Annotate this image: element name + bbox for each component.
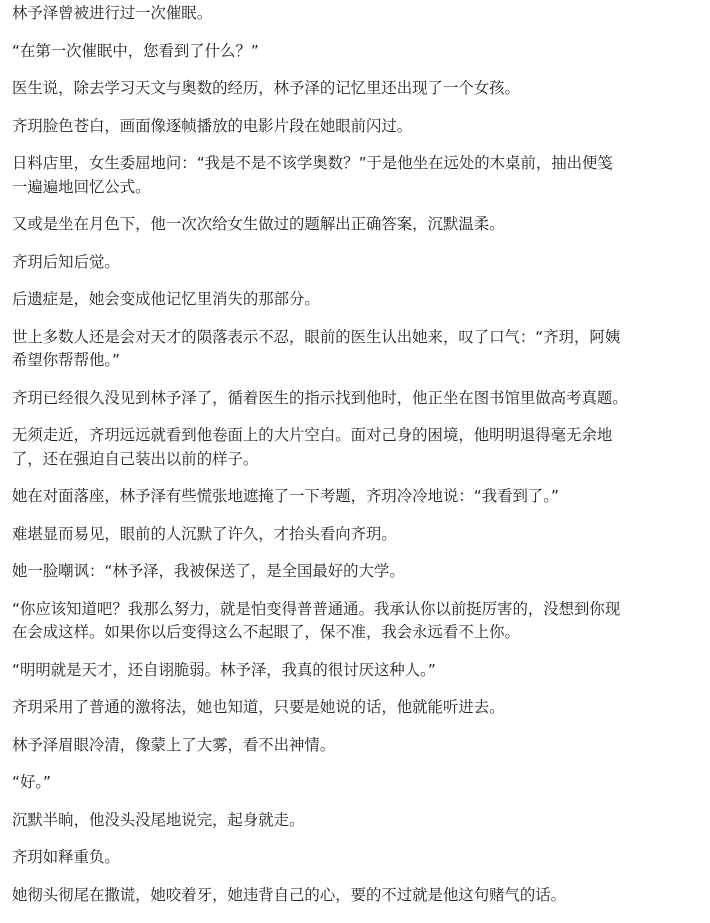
paragraph: 齐玥已经很久没见到林予泽了，循着医生的指示找到他时，他正坐在图书馆里做高考真题。 <box>12 388 628 407</box>
paragraph: 日料店里，女生委屈地问：“我是不是不该学奥数？”于是他坐在远处的木桌前，抽出便笺 一遍遍地回忆公式。 <box>12 154 613 196</box>
paragraph: “明明就是天才，还自诩脆弱。林予泽，我真的很讨厌这种人。” <box>12 660 436 679</box>
paragraph: 她在对面落座，林予泽有些慌张地遮掩了一下考题，齐玥冷冷地说：“我看到了。” <box>12 487 559 505</box>
paragraph: 她彻头彻尾在撒谎，她咬着牙，她违背自己的心，要的不过就是他这句赌气的话。 <box>12 885 567 904</box>
paragraph: “好。” <box>12 773 52 791</box>
paragraph: 林予泽曾被进行过一次催眠。 <box>12 4 213 22</box>
paragraph: 齐玥后知后觉。 <box>12 252 120 271</box>
paragraph: 她一脸嘲讽：“林予泽，我被保送了，是全国最好的大学。 <box>12 562 405 580</box>
paragraph: 林予泽眉眼冷清，像蒙上了大雾，看不出神情。 <box>12 735 336 754</box>
paragraph: 后遗症是，她会变成他记忆里消失的那部分。 <box>12 290 320 308</box>
paragraph: 齐玥脸色苍白，画面像逐帧播放的电影片段在她眼前闪过。 <box>12 116 413 135</box>
paragraph: “你应该知道吧？我那么努力，就是怕变得普普通通。我承认你以前挺厉害的，没想到你现 在会成这样。如果你以后变得这么不起眼了，保不准，我会永远看不上你。 <box>12 599 621 641</box>
paragraph: 沉默半晌，他没头没尾地说完，起身就走。 <box>12 810 305 829</box>
paragraph: “在第一次催眠中，您看到了什么？” <box>12 41 259 60</box>
paragraph: 医生说，除去学习天文与奥数的经历，林予泽的记忆里还出现了一个女孩。 <box>12 79 520 97</box>
paragraph: 无须走近，齐玥远远就看到他卷面上的大片空白。面对己身的困境，他明明退得毫无余地 了，还在强迫自己装出以前的样子。 <box>12 426 613 468</box>
paragraph: 齐玥如释重负。 <box>12 848 120 866</box>
paragraph: 世上多数人还是会对天才的陨落表示不忍，眼前的医生认出她来，叹了口气：“齐玥，阿姨 希望你帮帮他。” <box>12 327 621 369</box>
paragraph: 齐玥采用了普通的激将法，她也知道，只要是她说的话，他就能听进去。 <box>12 698 505 716</box>
paragraph: 难堪显而易见，眼前的人沉默了许久，才抬头看向齐玥。 <box>12 524 397 543</box>
paragraph: 又或是坐在月色下，他一次次给女生做过的题解出正确答案，沉默温柔。 <box>12 215 505 233</box>
